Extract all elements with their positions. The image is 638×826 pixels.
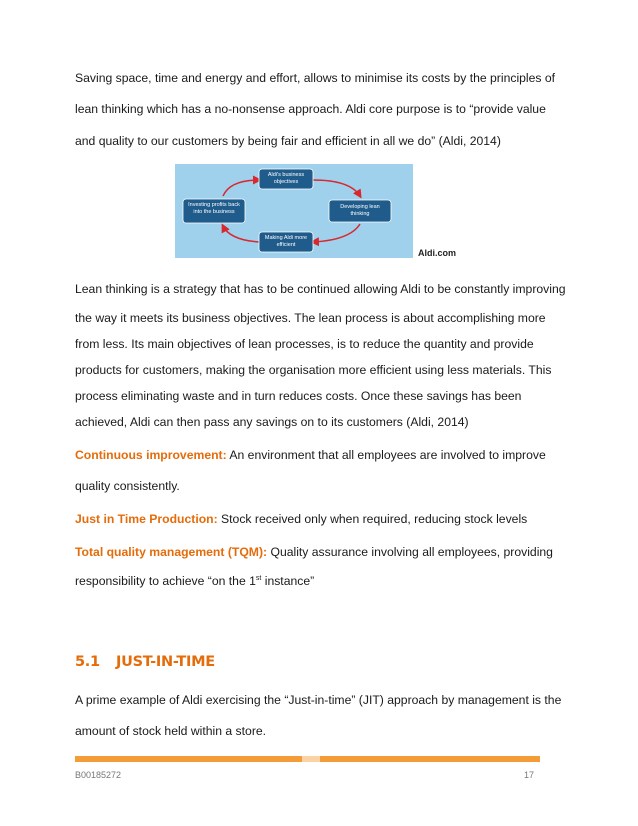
arrow-top-left — [223, 180, 259, 196]
definition-tqm — [75, 545, 553, 559]
lean-line-2: the way it meets its business objectives. The lean process is about accomplishing more — [75, 311, 546, 325]
intro-line-1: Saving space, time and energy and effort, allows to minimise its costs by the principles of — [75, 71, 556, 85]
box-lean-thinking-label: Developing lean thinking — [340, 204, 380, 217]
jit-line-1: A prime example of Aldi exercising the “Just-in-time” (JIT) approach by management is the — [75, 693, 562, 707]
box-business-objectives-label: Aldi's business objectives — [267, 172, 305, 185]
text-tqm: Quality assurance involving all employees, providing — [267, 545, 553, 559]
lean-line-6: achieved, Aldi can then pass any savings on to its customers (Aldi, 2014) — [75, 415, 469, 429]
tqm-superscript: st — [255, 574, 262, 582]
definition-just-in-time — [75, 512, 527, 526]
text-continuous-improvement: An environment that all employees are involved to improve — [226, 448, 546, 462]
section-heading — [75, 654, 215, 670]
intro-line-3: and quality to our customers by being fair and efficient in all we do” (Aldi, 2014) — [75, 134, 501, 148]
footer-bar-accent — [302, 756, 320, 762]
lean-line-1: Lean thinking is a strategy that has to be continued allowing Aldi to be constantly improving — [75, 282, 566, 296]
definition-continuous-improvement — [75, 448, 546, 462]
text-just-in-time: Stock received only when required, reducing stock levels — [217, 512, 528, 526]
section-number: 5.1 — [75, 654, 100, 670]
arrow-bottom-right — [313, 224, 360, 242]
jit-line-2: amount of stock held within a store. — [75, 724, 267, 738]
lean-line-3: from less. Its main objectives of lean processes, is to reduce the quantity and provide — [75, 337, 534, 351]
term-just-in-time: Just in Time Production: — [75, 512, 218, 526]
tqm-text-part-a: responsibility to achieve “on the 1 — [75, 574, 256, 588]
page-number: 17 — [524, 770, 535, 780]
intro-line-2: lean thinking which has a no-nonsense approach. Aldi core purpose is to “provide value — [75, 102, 546, 116]
figure-credit: Aldi.com — [418, 248, 457, 258]
section-title: JUST-IN-TIME — [116, 654, 215, 670]
lean-line-5: process eliminating waste and in turn reduces costs. Once these savings has been — [75, 389, 522, 403]
term-tqm: Total quality management (TQM): — [75, 545, 268, 559]
lean-cycle-svg — [175, 164, 413, 258]
box-investing-profits-label: Investing profits back into the business — [188, 202, 240, 215]
term-continuous-improvement: Continuous improvement: — [75, 448, 227, 462]
footer-student-id: B00185272 — [75, 770, 122, 780]
lean-line-4: products for customers, making the organisation more efficient using less materials. This — [75, 363, 552, 377]
arrow-top-right — [313, 180, 360, 196]
definition-tqm-continued — [75, 574, 314, 588]
lean-cycle-diagram — [175, 164, 413, 258]
arrow-bottom-left — [223, 226, 259, 242]
box-more-efficient-label: Making Aldi more efficient — [264, 235, 308, 248]
definition-ci-continued: quality consistently. — [75, 479, 180, 493]
tqm-text-part-b: instance” — [261, 574, 315, 588]
